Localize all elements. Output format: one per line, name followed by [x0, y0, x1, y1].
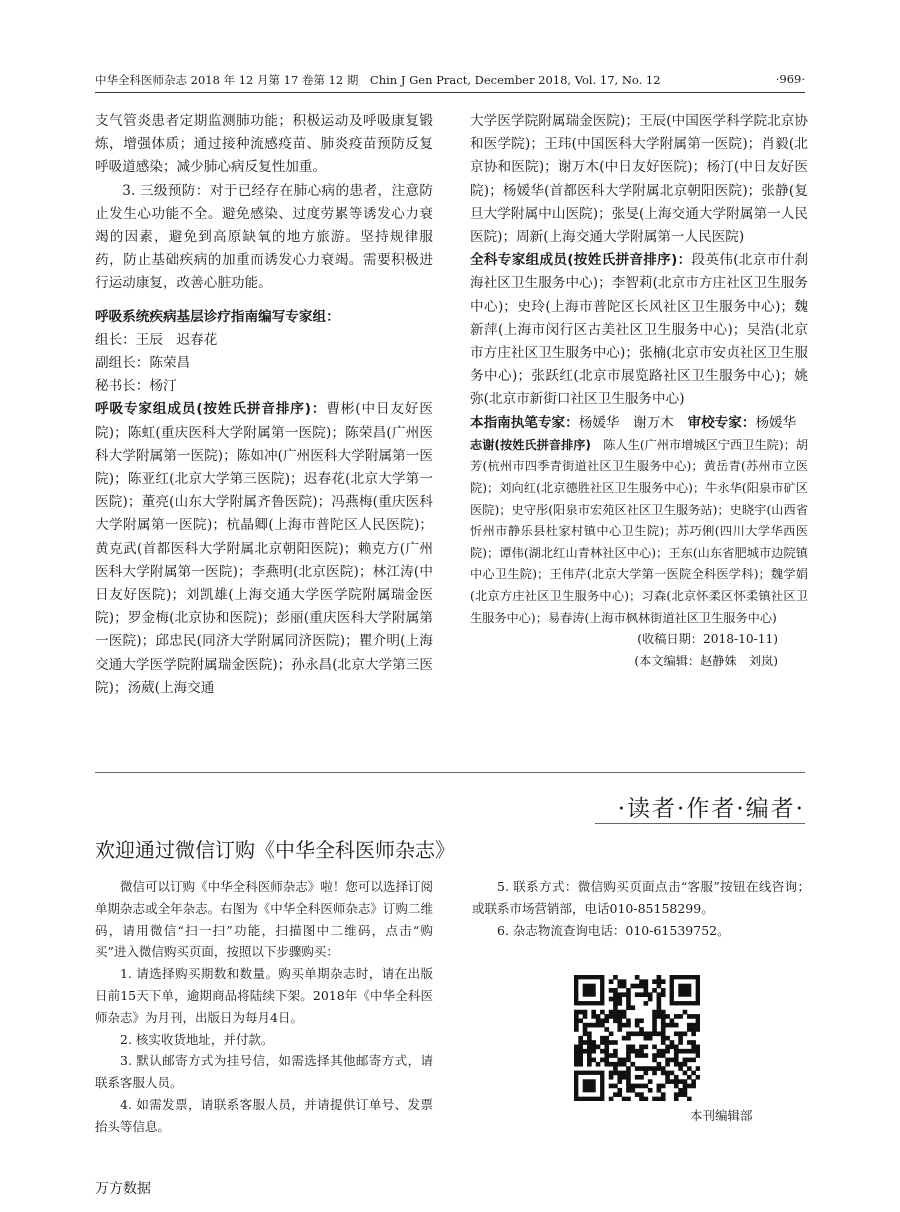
paragraph-secondary-prevention-end: 支气管炎患者定期监测肺功能；积极运动及呼吸康复锻炼，增强体质；通过接种流感疫苗、肺炎疫苗预防反复呼吸道感染；减少肺心病反复性加重。	[95, 113, 433, 176]
footer-watermark: 万方数据	[95, 1181, 151, 1197]
review-label: 审校专家：	[687, 414, 756, 431]
editor-note: (本文编辑：赵静姝 刘岚)	[634, 653, 778, 668]
notice-step-4: 4. 如需发票，请联系客服人员，并请提供订单号、发票抬头等信息。	[95, 1096, 433, 1134]
page-number: ·969·	[775, 72, 805, 86]
committee-heading: 呼吸系统疾病基层诊疗指南编写专家组：	[95, 308, 340, 325]
acknowledgements	[470, 435, 808, 629]
notice-left-column	[95, 876, 433, 1138]
notice-step-3: 3. 默认邮寄方式为挂号信，如需选择其他邮寄方式，请联系客服人员。	[95, 1053, 433, 1091]
notice-intro: 微信可以订购《中华全科医师杂志》啦！您可以选择订阅单期杂志或全年杂志。右图为《中华全科医师杂志》订购二维码，请用微信“扫一扫”功能，扫描图中二维码，点击“购买”进入微信购买页面，按照以下步骤购买：	[95, 879, 433, 960]
thanks-names: 陈人生(广州市增城区宁西卫生院)；胡芳(杭州市四季青街道社区卫生服务中心)；黄岳青(苏州市立医院)；刘向红(北京德胜社区卫生服务中心)；牛永华(阳泉市矿区医院)；史守彤(阳泉市宏苑区社区卫生服务站)；史晓宇(山西省忻州市静乐县杜家村镇中心卫生院)；苏巧俐(四川大学华西医院)；谭伟(湖北红山青林社区中心)；王东(山东省肥城市边院镇中心卫生院)；王伟芹(北京大学第一医院全科医学科)；魏学娟(北京方庄社区卫生服务中心)；习森(北京怀柔区怀柔镇社区卫生服务中心)；易春涛(上海市枫林街道社区卫生服务中心)	[470, 437, 808, 625]
notice-step-6: 6. 杂志物流查询电话：010-61539752。	[497, 922, 730, 938]
gp-expert-label: 全科专家组成员(按姓氏拼音排序)：	[470, 252, 692, 269]
author-review-line	[470, 412, 808, 435]
received-date: (收稿日期：2018-10-11)	[637, 632, 778, 647]
committee-vice-leader: 副组长：陈荣昌	[95, 355, 191, 372]
qr-code-icon	[574, 975, 700, 1101]
respiratory-expert-list	[95, 398, 433, 700]
thanks-label: 志谢(按姓氏拼音排序)	[470, 437, 591, 452]
qr-code[interactable]	[574, 975, 700, 1101]
respiratory-expert-names-cont: 大学医学院附属瑞金医院)；王辰(中国医学科学院北京协和医学院)；王玮(中国医科大学附属第一医院)；肖毅(北京协和医院)；谢万木(中日友好医院)；杨汀(中日友好医院)；杨媛华(首都医科大学附属北京朝阳医院)；张静(复旦大学附属中山医院)；张旻(上海交通大学附属第一人民医院)；周新(上海交通大学附属第一人民医院)	[470, 113, 808, 246]
qr-caption: 本刊编辑部	[690, 1108, 753, 1123]
review-names: 杨媛华	[755, 414, 797, 431]
paragraph-tertiary-prevention: 3. 三级预防：对于已经存在肺心病的患者，注意防止发生心功能不全。避免感染、过度劳累等诱发心力衰竭的因素，避免到高原缺氧的地方旅游。坚持规律服药，防止基础疾病的加重而诱发心力衰竭。需要积极进行运动康复，改善心脏功能。	[95, 182, 433, 292]
notice-step-2: 2. 核实收货地址，并付款。	[120, 1031, 274, 1047]
section-rule	[595, 823, 805, 824]
right-column	[470, 110, 808, 672]
author-label: 本指南执笔专家：	[470, 414, 579, 431]
notice-step-5: 5. 联系方式：微信购买页面点击“客服”按钮在线咨询；或联系市场营销部，电话010-85158299。	[472, 879, 810, 916]
section-label: ·读者·作者·编者·	[617, 796, 805, 822]
committee-secretary: 秘书长：杨汀	[95, 378, 177, 395]
section-divider	[95, 772, 805, 773]
notice-right-column	[472, 876, 810, 941]
author-names: 杨媛华 谢万木	[578, 414, 688, 431]
respiratory-expert-names: 曹彬(中日友好医院)；陈虹(重庆医科大学附属第一医院)；陈荣昌(广州医科大学附属第一医院)；陈如冲(广州医科大学附属第一医院)；陈亚红(北京大学第三医院)；迟春花(北京大学第一医院)；董亮(山东大学附属齐鲁医院)；冯燕梅(重庆医科大学附属第一医院)；杭晶卿(上海市普陀区人民医院)；黄克武(首都医科大学附属北京朝阳医院)；赖克方(广州医科大学附属第一医院)；李燕明(北京医院)；林江涛(中日友好医院)；刘凯雄(上海交通大学医学院附属瑞金医院)；罗金梅(北京协和医院)；彭丽(重庆医科大学附属第一医院)；邱忠民(同济大学附属同济医院)；瞿介明(上海交通大学医学院附属瑞金医院)；孙永昌(北京大学第三医院)；汤葳(上海交通	[95, 401, 433, 696]
notice-step-1: 1. 请选择购买期数和数量。购买单期杂志时，请在出版日前15天下单，逾期商品将陆续下架。2018年《中华全科医师杂志》为月刊，出版日为每月4日。	[95, 966, 433, 1025]
gp-expert-list	[470, 249, 808, 411]
notice-title: 欢迎通过微信订购《中华全科医师杂志》	[95, 838, 455, 862]
running-header	[95, 72, 805, 93]
journal-citation: 中华全科医师杂志 2018 年 12 月第 17 卷第 12 期 Chin J Gen Pract, December 2018, Vol. 17, No. 12	[95, 73, 661, 87]
left-column	[95, 110, 433, 700]
committee-leader: 组长：王辰 迟春花	[95, 331, 218, 348]
gp-expert-names: 段英伟(北京市什刹海社区卫生服务中心)；李智莉(北京市方庄社区卫生服务中心)；史玲(上海市普陀区长风社区卫生服务中心)；魏新萍(上海市闵行区古美社区卫生服务中心)；吴浩(北京市方庄社区卫生服务中心)；张楠(北京市安贞社区卫生服务中心)；张跃红(北京市展览路社区卫生服务中心)；姚弥(北京市新街口社区卫生服务中心)	[470, 252, 808, 408]
respiratory-expert-label: 呼吸专家组成员(按姓氏拼音排序)：	[95, 401, 327, 418]
